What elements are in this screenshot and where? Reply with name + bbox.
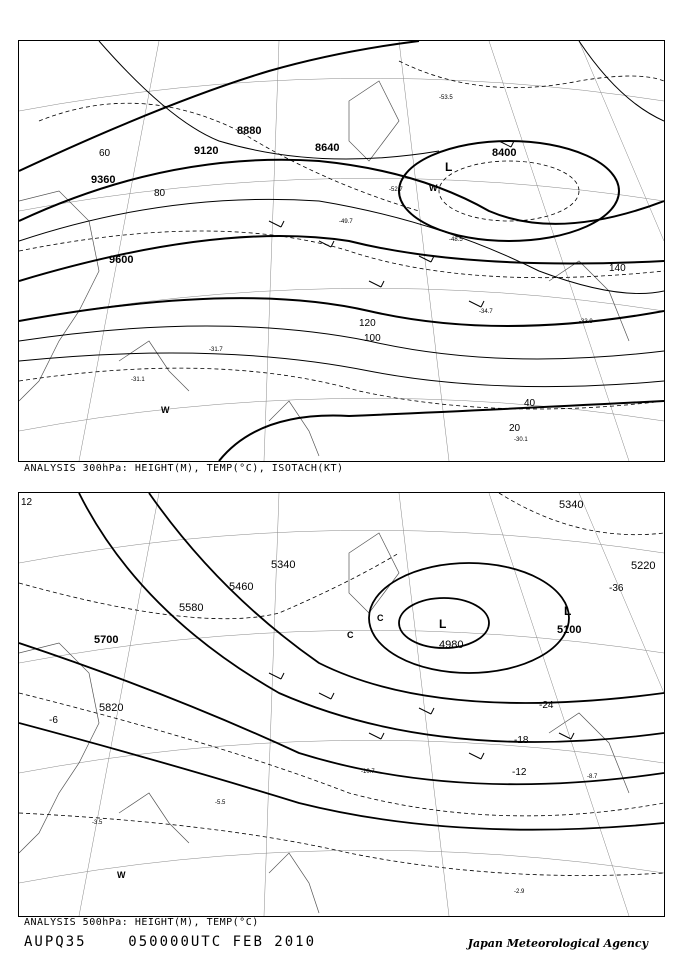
low-pressure-symbol: L (564, 604, 572, 618)
caption-300hpa: ANALYSIS 300hPa: HEIGHT(M), TEMP(°C), ISOTACH(KT) (24, 463, 344, 474)
low-pressure-symbol: L (445, 160, 453, 174)
cold-symbol: C (347, 630, 354, 640)
height-label: 8880 (237, 125, 262, 137)
svg-text:60: 60 (99, 148, 111, 159)
svg-text:-24: -24 (539, 700, 554, 711)
height-contours (19, 41, 664, 461)
svg-text:-12: -12 (512, 767, 527, 778)
cold-symbol: C (377, 613, 384, 623)
svg-text:-36: -36 (609, 583, 624, 594)
svg-text:20: 20 (509, 423, 521, 434)
graticule (19, 41, 664, 461)
svg-text:12: 12 (21, 497, 33, 508)
svg-text:-52.7: -52.7 (389, 187, 403, 193)
height-label: 4980 (439, 639, 464, 651)
svg-text:-48.5: -48.5 (449, 237, 463, 243)
svg-text:-33.9: -33.9 (579, 319, 593, 325)
valid-time: 050000UTC FEB 2010 (128, 934, 317, 950)
isotach-contours (19, 41, 664, 387)
height-label: 8400 (492, 147, 517, 159)
height-label: 5460 (229, 581, 254, 593)
height-label: 5820 (99, 702, 124, 714)
svg-text:-31.7: -31.7 (209, 347, 223, 353)
map-500hpa-canvas (19, 493, 664, 916)
svg-text:-49.7: -49.7 (339, 219, 353, 225)
isotherms (19, 493, 664, 876)
chart-identifier (24, 934, 316, 950)
coastlines (19, 81, 629, 456)
svg-text:-18: -18 (514, 735, 529, 746)
warm-symbol: W (161, 405, 170, 415)
low-pressure-symbol: L (439, 617, 447, 631)
wind-barbs (269, 673, 574, 759)
svg-text:80: 80 (154, 188, 166, 199)
isotherms (19, 61, 664, 409)
pressure-symbols (161, 160, 452, 415)
svg-text:-6: -6 (49, 715, 58, 726)
svg-text:120: 120 (359, 318, 376, 329)
height-contours (19, 493, 664, 830)
svg-text:-2.9: -2.9 (514, 889, 525, 895)
svg-text:100: 100 (364, 333, 381, 344)
height-label: 9600 (109, 254, 134, 266)
map-300hpa-canvas (19, 41, 664, 461)
warm-symbol: W (117, 870, 126, 880)
height-label: 5580 (179, 602, 204, 614)
height-label: 5340 (559, 499, 584, 511)
height-label: 5220 (631, 560, 656, 572)
product-id: AUPQ35 (24, 934, 87, 950)
svg-text:40: 40 (524, 398, 536, 409)
temperature-labels (21, 497, 624, 895)
height-label: 5100 (557, 624, 582, 636)
svg-text:140: 140 (609, 263, 626, 274)
height-label: 5340 (271, 559, 296, 571)
svg-text:-53.5: -53.5 (439, 95, 453, 101)
isotach-labels (99, 148, 626, 434)
caption-500hpa: ANALYSIS 500hPa: HEIGHT(M), TEMP(°C) (24, 917, 259, 928)
svg-text:-10.7: -10.7 (361, 769, 375, 775)
height-label: 5700 (94, 634, 119, 646)
agency-name: Japan Meteorological Agency (467, 937, 648, 950)
svg-text:-8.7: -8.7 (587, 774, 598, 780)
svg-text:-30.1: -30.1 (514, 437, 528, 443)
height-label: 9360 (91, 174, 116, 186)
svg-text:-5.5: -5.5 (215, 800, 226, 806)
svg-text:-31.1: -31.1 (131, 377, 145, 383)
coastlines (19, 533, 629, 913)
wind-barbs (269, 141, 517, 307)
height-label: 8640 (315, 142, 340, 154)
height-label: 9120 (194, 145, 219, 157)
svg-text:-3.5: -3.5 (92, 820, 103, 826)
map-500hpa (18, 492, 665, 917)
warm-symbol: W (429, 183, 438, 193)
map-300hpa (18, 40, 665, 462)
svg-text:-34.7: -34.7 (479, 309, 493, 315)
